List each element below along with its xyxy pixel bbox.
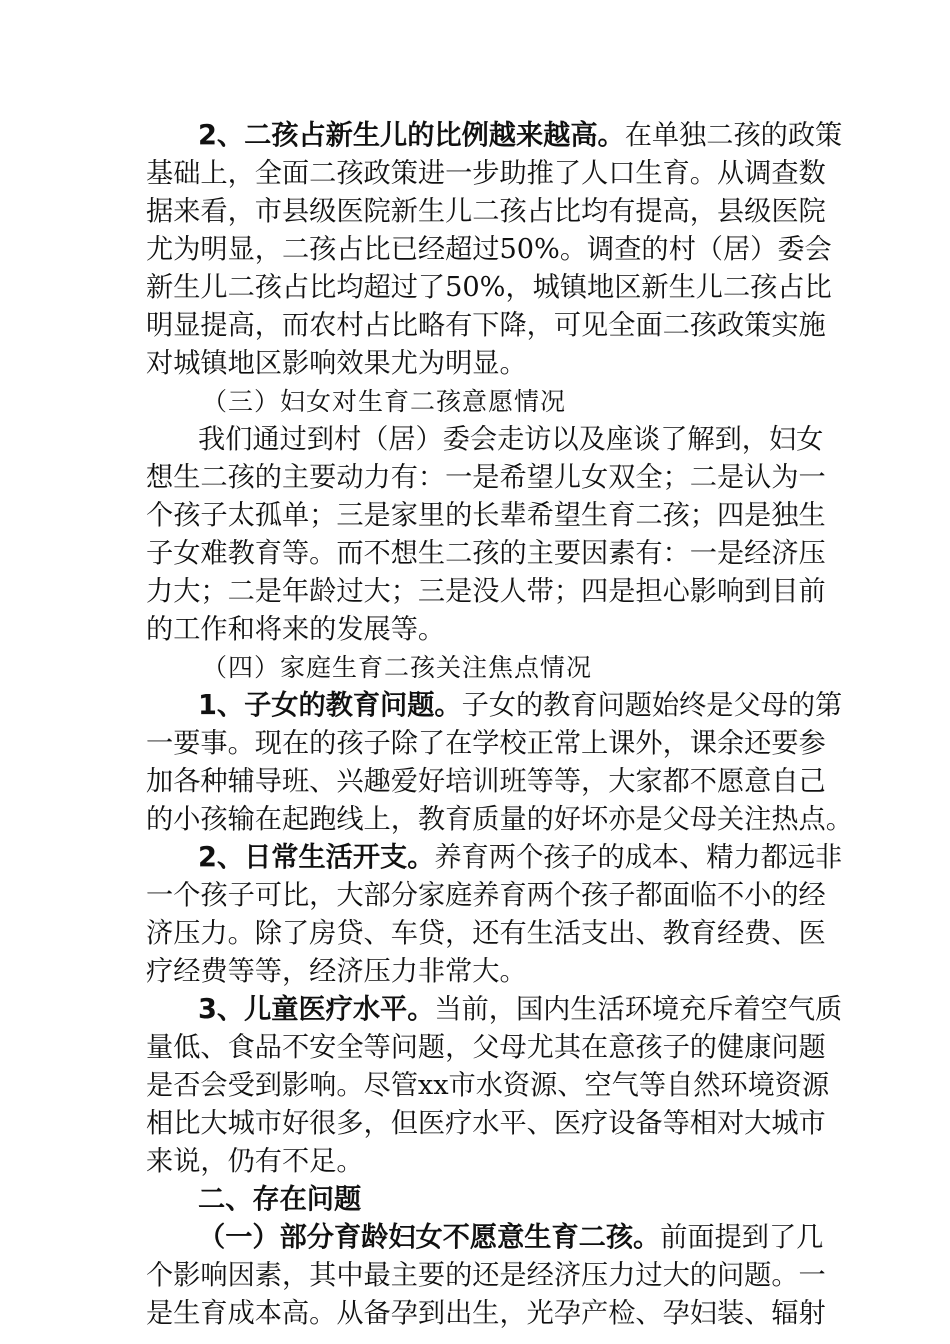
paragraph-line [198, 420, 824, 460]
line-text: 明显提高，而农村占比略有下降，可见全面二孩政策实施 [146, 310, 826, 341]
chapter-heading [198, 1180, 806, 1220]
line-text: 个孩子太孤单；三是家里的长辈希望生育二孩；四是独生 [146, 500, 826, 531]
line-text: 力大；二是年龄过大；三是没人带；四是担心影响到目前 [146, 576, 826, 607]
bold-heading: （一）部分育龄妇女不愿意生育二孩。 [198, 1222, 661, 1253]
line-text: 想生二孩的主要动力有：一是希望儿女双全；二是认为一 [146, 462, 826, 493]
paragraph-line [146, 876, 826, 916]
paragraph-line [146, 724, 826, 764]
paragraph-line [198, 686, 843, 726]
paragraph-line [198, 990, 843, 1030]
line-text: 疗经费等等，经济压力非常大。 [146, 956, 527, 987]
bold-heading: 2、二孩占新生儿的比例越来越高。 [198, 120, 625, 151]
line-text: 对城镇地区影响效果尤为明显。 [146, 348, 527, 379]
line-text: 的工作和将来的发展等。 [146, 614, 446, 645]
paragraph-line [146, 306, 826, 346]
paragraph-line [146, 572, 826, 612]
paragraph-line [198, 838, 843, 878]
paragraph-line [146, 1256, 826, 1296]
paragraph-line [146, 914, 826, 954]
paragraph-line [146, 1294, 826, 1334]
paragraph-line [198, 1218, 824, 1258]
bold-heading: 2、日常生活开支。 [198, 842, 435, 873]
paragraph-line [146, 268, 832, 308]
paragraph-line [146, 458, 826, 498]
line-text: 尤为明显，二孩占比已经超过50%。调查的村（居）委会 [146, 234, 832, 265]
section-heading [202, 382, 862, 422]
paragraph-line [146, 1028, 826, 1068]
line-text: 当前，国内生活环境充斥着空气质 [434, 994, 843, 1025]
line-text: 据来看，市县级医院新生儿二孩占比均有提高，县级医院 [146, 196, 826, 227]
line-text: 新生儿二孩占比均超过了50%，城镇地区新生儿二孩占比 [146, 272, 832, 303]
paragraph-line [146, 192, 826, 232]
line-text: 子女难教育等。而不想生二孩的主要因素有：一是经济压 [146, 538, 826, 569]
line-text: 量低、食品不安全等问题，父母尤其在意孩子的健康问题 [146, 1032, 826, 1063]
paragraph-line [146, 1066, 830, 1106]
paragraph-line [146, 154, 826, 194]
paragraph-line [146, 496, 826, 536]
line-text: 在单独二孩的政策 [624, 120, 843, 151]
line-text: 相比大城市好很多，但医疗水平、医疗设备等相对大城市 [146, 1108, 826, 1139]
line-text: 一要事。现在的孩子除了在学校正常上课外，课余还要参 [146, 728, 826, 759]
bold-heading: 二、存在问题 [198, 1184, 362, 1215]
line-text: 我们通过到村（居）委会走访以及座谈了解到，妇女 [198, 424, 824, 455]
line-text: 来说，仍有不足。 [146, 1146, 364, 1177]
line-text: 个影响因素，其中最主要的还是经济压力过大的问题。一 [146, 1260, 826, 1291]
line-text: 是生育成本高。从备孕到出生，光孕产检、孕妇装、辐射 [146, 1298, 826, 1329]
paragraph-line [146, 344, 806, 384]
line-text: 前面提到了几 [660, 1222, 824, 1253]
line-text: （四）家庭生育二孩关注焦点情况 [202, 653, 593, 682]
paragraph-line [146, 534, 826, 574]
line-text: 一个孩子可比，大部分家庭养育两个孩子都面临不小的经 [146, 880, 826, 911]
bold-heading: 1、子女的教育问题。 [198, 690, 462, 721]
line-text: 子女的教育问题始终是父母的第 [461, 690, 843, 721]
line-text: 基础上，全面二孩政策进一步助推了人口生育。从调查数 [146, 158, 826, 189]
line-text: 养育两个孩子的成本、精力都远非 [434, 842, 843, 873]
line-text: 加各种辅导班、兴趣爱好培训班等等，大家都不愿意自己 [146, 766, 826, 797]
bold-heading: 3、儿童医疗水平。 [198, 994, 435, 1025]
paragraph-line [146, 610, 806, 650]
paragraph-line [146, 230, 832, 270]
paragraph-line [146, 800, 853, 840]
line-text: 是否会受到影响。尽管xx市水资源、空气等自然环境资源 [146, 1070, 830, 1101]
paragraph-line [146, 1142, 806, 1182]
paragraph-line [146, 952, 806, 992]
line-text: 济压力。除了房贷、车贷，还有生活支出、教育经费、医 [146, 918, 826, 949]
line-text: 的小孩输在起跑线上，教育质量的好坏亦是父母关注热点。 [146, 804, 853, 835]
line-text: （三）妇女对生育二孩意愿情况 [202, 387, 567, 416]
paragraph-line [146, 1104, 826, 1144]
section-heading [202, 648, 862, 688]
paragraph-line [146, 762, 826, 802]
paragraph-line [198, 116, 843, 156]
